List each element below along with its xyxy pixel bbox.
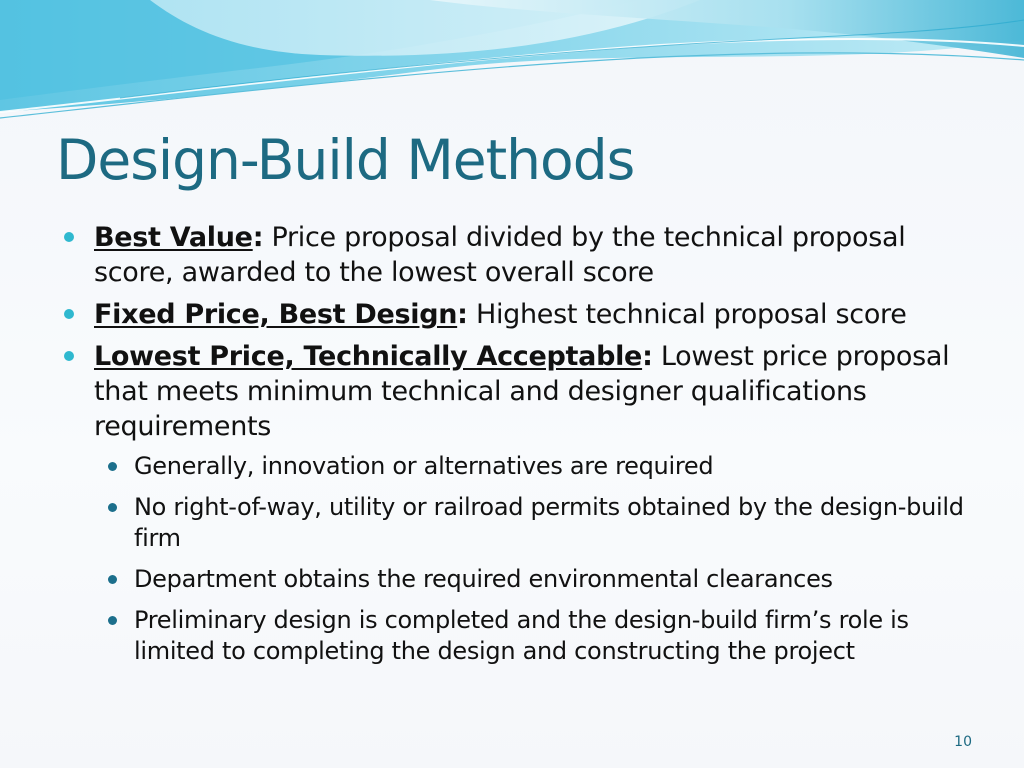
bullet-dot-icon (64, 351, 74, 361)
sub-bullet-dot-icon (108, 503, 117, 512)
sub-bullet-text: Generally, innovation or alternatives are required (134, 452, 714, 480)
sub-bullet-text: Department obtains the required environmental clearances (134, 565, 833, 593)
bullet-list (60, 220, 980, 677)
bullet-lowest-price (60, 339, 980, 444)
bullet-lead: Lowest Price, Technically Acceptable (94, 341, 643, 372)
bullet-text: Highest technical proposal score (467, 299, 907, 330)
bullet-text: Price proposal divided by the technical proposal score, awarded to the lowest overall score (94, 222, 906, 288)
bullet-fixed-price (60, 297, 980, 332)
bullet-colon: : (642, 341, 653, 372)
sub-bullet-text: Preliminary design is completed and the design-build firm’s role is limited to completing the design and constructing the project (134, 606, 909, 665)
bullet-colon: : (457, 299, 468, 330)
bullet-colon: : (252, 222, 264, 253)
bullet-lead: Best Value (94, 222, 253, 253)
sub-bullet-dot-icon (108, 462, 117, 471)
sub-bullet (60, 564, 980, 595)
bullet-dot-icon (64, 232, 74, 242)
bullet-best-value (60, 220, 980, 290)
sub-bullet (60, 492, 980, 554)
sub-bullet (60, 605, 980, 667)
header-wave-decoration (0, 0, 1024, 130)
page-number: 10 (954, 734, 972, 750)
sub-bullet (60, 451, 980, 482)
sub-bullet-dot-icon (108, 616, 117, 625)
bullet-lead: Fixed Price, Best Design (94, 299, 458, 330)
sub-bullet-dot-icon (108, 575, 117, 584)
bullet-dot-icon (64, 309, 74, 319)
bullet-text: Lowest price proposal that meets minimum technical and designer qualifications requirements (94, 341, 950, 442)
sub-bullet-text: No right-of-way, utility or railroad permits obtained by the design-build firm (134, 493, 964, 552)
slide-title: Design-Build Methods (56, 128, 635, 192)
